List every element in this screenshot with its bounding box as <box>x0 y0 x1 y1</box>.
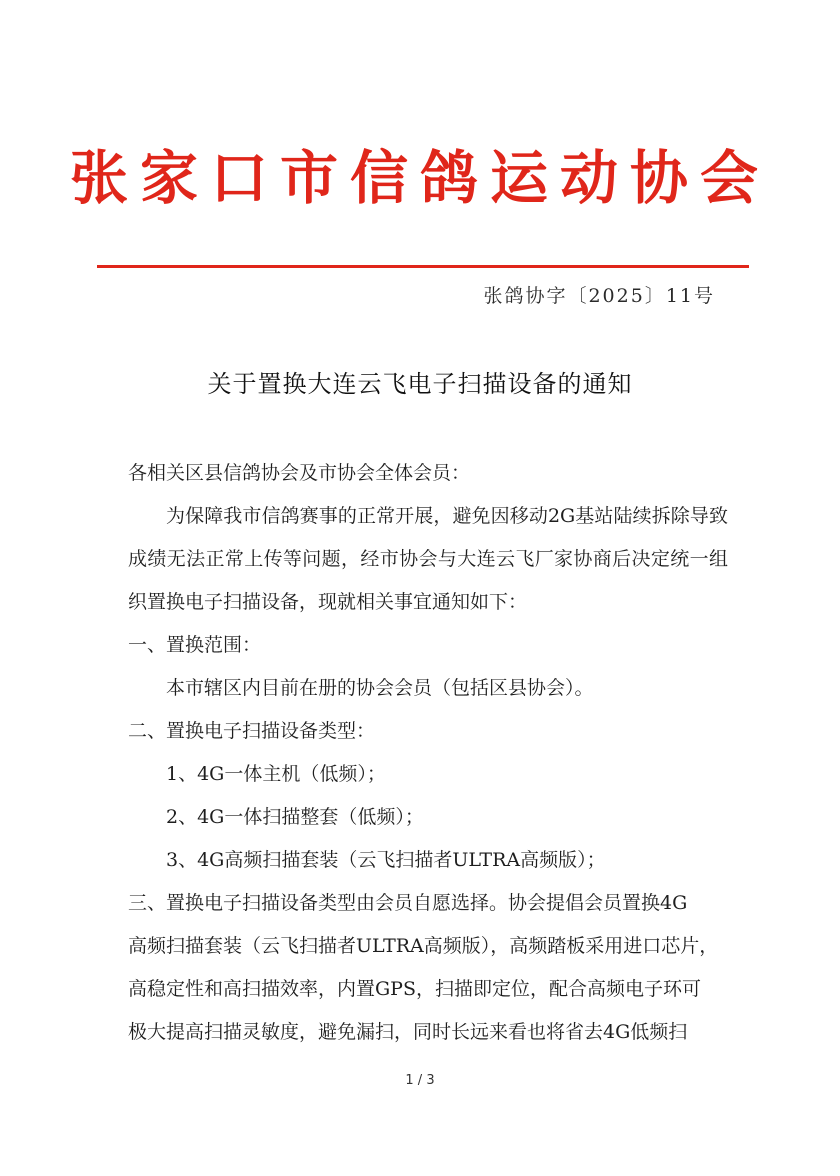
section-2-item-2: 2、4G一体扫描整套（低频）； <box>166 806 424 828</box>
section-2-item-3: 3、4G高频扫描套装（云飞扫描者ULTRA高频版）； <box>166 849 606 871</box>
red-divider-line <box>97 265 749 268</box>
section-3-line-3: 高稳定性和高扫描效率，内置GPS，扫描即定位，配合高频电子环可 <box>128 978 701 1000</box>
salutation: 各相关区县信鸽协会及市协会全体会员： <box>128 462 471 484</box>
notice-body <box>128 452 728 1054</box>
section-1-body: 本市辖区内目前在册的协会会员（包括区县协会）。 <box>166 677 594 699</box>
notice-title: 关于置换大连云飞电子扫描设备的通知 <box>207 370 633 398</box>
section-3-line-4: 极大提高扫描灵敏度，避免漏扫，同时长远来看也将省去4G低频扫 <box>128 1021 688 1043</box>
section-2-heading: 二、置换电子扫描设备类型： <box>128 720 376 742</box>
intro-paragraph: 为保障我市信鸽赛事的正常开展，避免因移动2G基站陆续拆除导致成绩无法正常上传等问题，经市协会与大连云飞厂家协商后决定统一组织置换电子扫描设备，现就相关事宜通知如下： <box>128 505 728 613</box>
section-1-heading: 一、置换范围： <box>128 634 262 656</box>
section-2-item-1: 1、4G一体主机（低频）； <box>166 763 386 785</box>
section-3-line-1: 三、置换电子扫描设备类型由会员自愿选择。协会提倡会员置换4G <box>128 892 688 914</box>
section-3-line-2: 高频扫描套装（云飞扫描者ULTRA高频版），高频踏板采用进口芯片， <box>128 935 719 957</box>
page-number: 1 / 3 <box>405 1073 435 1088</box>
document-number: 张鸽协字〔2025〕11号 <box>483 285 715 307</box>
organization-header: 张家口市信鸽运动协会 <box>69 144 770 212</box>
